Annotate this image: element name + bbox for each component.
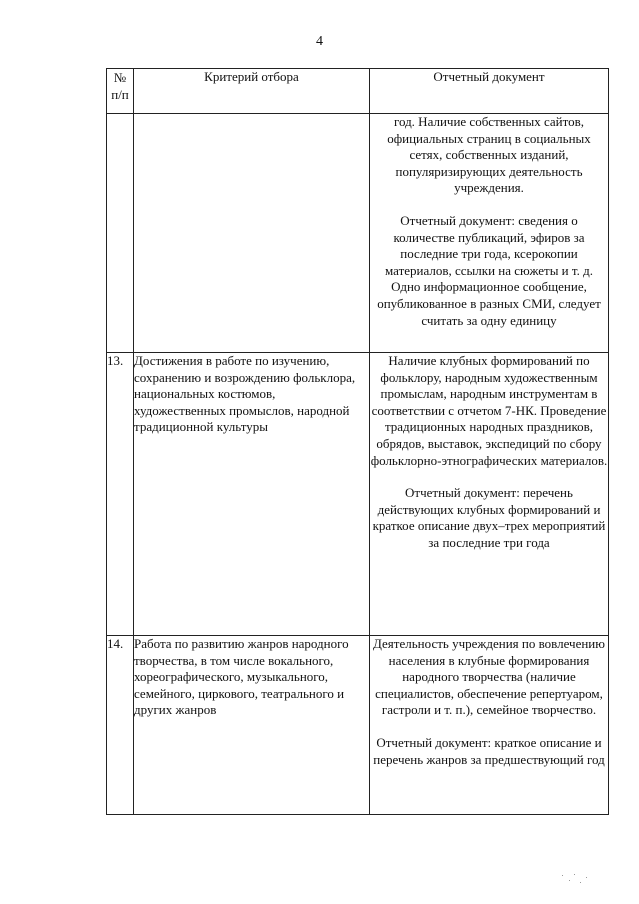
row-document [370, 353, 609, 636]
row-number: 14. [107, 636, 134, 815]
header-criterion: Критерий отбора [134, 69, 370, 114]
scan-specks [560, 872, 590, 886]
document-paragraph: Отчетный документ: перечень действующих клубных формирований и краткое описание двух–трех мероприятий за последние три года [372, 485, 606, 550]
document-paragraph: Наличие клубных формирований по фольклору, народным художественным промыслам, народным инструментам в соответствии с отчетом 7-НК. Проведение традиционных народных праздников, обрядов, выставок, экспедиций по сбору фольклорно-этнографических материалов. [370, 353, 608, 468]
header-num-line2: п/п [111, 87, 129, 102]
document-paragraph: год. Наличие собственных сайтов, официальных страниц в социальных сетях, собственных изданий, популяризирующих деятельность учреждения. [387, 114, 591, 196]
row-criterion: Работа по развитию жанров народного творчества, в том числе вокального, хореографического, музыкального, семейного, циркового, театрального и других жанров [134, 636, 370, 815]
document-paragraph: Отчетный документ: краткое описание и перечень жанров за предшествующий год [373, 734, 605, 767]
criteria-table [106, 68, 609, 815]
table-row [107, 353, 609, 636]
row-document [370, 114, 609, 353]
document-paragraph: Отчетный документ: сведения о количестве публикаций, эфиров за последние три года, ксерокопии материалов, ссылки на сюжеты и т. д. Одно информационное сообщение, опубликованное в разных СМИ, следует считать за одну единицу [377, 212, 601, 328]
header-num [107, 69, 134, 114]
page-number: 4 [316, 34, 323, 49]
row-criterion [134, 114, 370, 353]
table-row [107, 114, 609, 353]
row-criterion: Достижения в работе по изучению, сохранению и возрождению фольклора, национальных костюмов, художественных промыслов, народной традиционной культуры [134, 353, 370, 636]
row-document [370, 636, 609, 815]
table-row [107, 636, 609, 815]
table-header-row [107, 69, 609, 114]
header-document: Отчетный документ [370, 69, 609, 114]
row-number [107, 114, 134, 353]
document-paragraph: Деятельность учреждения по вовлечению населения в клубные формирования народного творчества (наличие специалистов, обеспечение репертуаром, гастроли и т. п.), семейное творчество. [373, 636, 605, 718]
row-number: 13. [107, 353, 134, 636]
header-num-line1: № [113, 70, 127, 85]
